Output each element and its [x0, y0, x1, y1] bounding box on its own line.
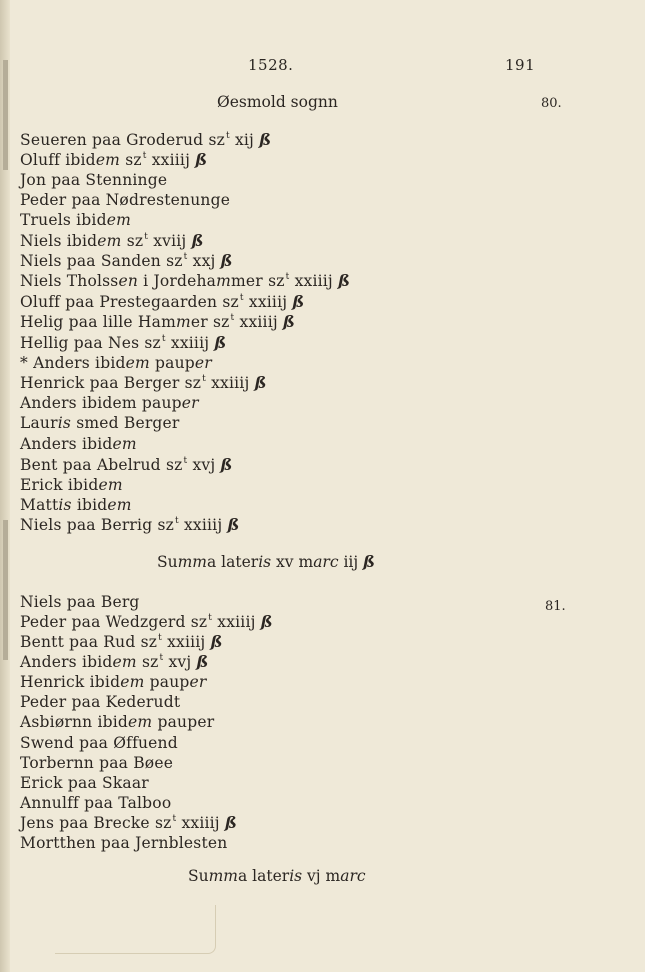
page-edge-tab — [3, 60, 8, 170]
entry-name: Niels Tholss — [20, 272, 119, 290]
summa-text: a later — [238, 867, 290, 885]
entry-name: Helig paa lille Ham — [20, 313, 176, 331]
entry-line: Swend paa Øffuend — [20, 734, 178, 752]
entry-name-italic: em — [97, 232, 122, 250]
entry-line: Torbernn paa Bøee — [20, 754, 174, 772]
entry-name: Truels ibid — [20, 211, 107, 229]
entry-name: ibid — [76, 496, 108, 514]
summa-text-italic: is — [258, 553, 272, 571]
entry-name-italic: is — [57, 414, 72, 432]
schilling-mark: ß — [259, 130, 272, 149]
entry-name-italic: em — [95, 151, 121, 169]
entry-name: Jens paa Brecke — [20, 814, 150, 832]
entry-name: i Jordeha — [143, 272, 217, 290]
entry-name: Erick ibid — [20, 476, 99, 494]
entry-name: Anders ibid — [20, 435, 113, 453]
szt-abbrev: $sz^t$ — [166, 252, 188, 270]
entry-amount: xxiiij — [151, 151, 191, 169]
summa-lateris-line — [188, 867, 366, 885]
szt-abbrev: $sz^t$ — [184, 374, 206, 392]
entry-name: er — [190, 313, 208, 331]
entry-amount: xvj — [168, 653, 192, 671]
schilling-mark: ß — [363, 552, 375, 571]
summa-amount: xv — [271, 553, 299, 571]
entry-line — [20, 271, 350, 294]
entry-name: mer — [231, 272, 263, 290]
entry-name-italic: er — [181, 394, 199, 412]
summa-text: Su — [188, 867, 209, 885]
section-title: Øesmold sognn — [217, 93, 338, 111]
summa-text: m — [298, 553, 314, 571]
page-number: 191 — [505, 56, 536, 74]
entry-name: Peder paa Wedzgerd — [20, 613, 186, 631]
entry-amount: xxiiij — [248, 293, 288, 311]
entry-amount: xxj — [192, 252, 216, 270]
schilling-mark: ß — [260, 612, 273, 631]
entry-name: Anders ibid — [20, 653, 113, 671]
schilling-mark: ß — [191, 231, 204, 250]
szt-abbrev: $sz^t$ — [157, 516, 179, 534]
szt-abbrev: $sz^t$ — [208, 131, 230, 149]
schilling-mark: ß — [220, 455, 233, 474]
schilling-mark: ß — [196, 652, 209, 671]
summa-text: m — [325, 867, 341, 885]
entry-amount: xxiiij — [170, 334, 210, 352]
entry-line: Annulff paa Talboo — [20, 794, 172, 812]
szt-abbrev: $sz^t$ — [144, 334, 166, 352]
entry-name-italic: em — [107, 496, 132, 514]
entry-name-italic: m — [175, 313, 191, 331]
year-heading: 1528. — [248, 56, 294, 74]
entry-line — [20, 312, 295, 335]
entry-amount: xxiiij — [181, 814, 220, 832]
entry-name: Henrick ibid — [20, 673, 121, 691]
entry-line — [20, 712, 214, 732]
summa-text-italic: mm — [208, 867, 239, 885]
entry-amount: xxiiij — [217, 613, 256, 631]
szt-abbrev: $sz^t$ — [190, 613, 213, 631]
summa-amount: iij — [338, 553, 364, 571]
entry-amount: xij — [234, 131, 255, 149]
szt-abbrev: $sz^t$ — [140, 633, 162, 651]
schilling-mark: ß — [292, 292, 305, 311]
summa-text-italic: arc — [313, 553, 339, 571]
entry-amount: xxiiij — [183, 516, 223, 534]
entry-name-italic: em — [112, 435, 137, 453]
entry-amount: xxiiij — [294, 272, 333, 290]
entry-name-italic: en — [118, 272, 139, 290]
szt-abbrev: $sz^t$ — [268, 272, 290, 290]
entry-name: Laur — [20, 414, 58, 432]
entry-name: Niels paa Berrig — [20, 516, 153, 534]
entry-name: * Anders ibid — [20, 354, 126, 372]
szt-abbrev: $sz^t$ — [222, 293, 244, 311]
entry-line — [20, 495, 132, 515]
summa-text-italic: is — [289, 867, 303, 885]
summa-lateris-line — [157, 552, 375, 571]
entry-name: pauper — [157, 713, 215, 731]
summa-text-italic: mm — [177, 553, 208, 571]
entry-name: Bent paa Abelrud — [20, 456, 161, 474]
entry-name: Niels paa Sanden — [20, 252, 161, 270]
szt-abbrev: $sz^t$ — [125, 151, 147, 169]
entry-line — [20, 434, 137, 454]
szt-abbrev: $sz^t$ — [213, 313, 235, 331]
entry-amount: xvj — [192, 456, 216, 474]
entry-name: Niels ibid — [20, 232, 98, 250]
schilling-mark: ß — [254, 373, 267, 392]
summa-amount: vj — [302, 867, 326, 885]
entry-name: Oluff ibid — [20, 151, 96, 169]
entry-name: Anders ibidem paup — [20, 394, 182, 412]
entry-line — [20, 672, 206, 692]
entry-name: Oluff paa Prestegaarden — [20, 293, 218, 311]
entry-line — [20, 393, 199, 413]
schilling-mark: ß — [338, 271, 351, 290]
entry-name: paup — [149, 673, 190, 691]
entry-amount: xxiiij — [167, 633, 206, 651]
entry-line: Jon paa Stenninge — [20, 171, 168, 189]
szt-abbrev: $sz^t$ — [154, 814, 177, 832]
entry-name: Bentt paa Rud — [20, 633, 136, 651]
schilling-mark: ß — [224, 813, 237, 832]
summa-text: a later — [207, 553, 259, 571]
szt-abbrev: $sz^t$ — [165, 456, 188, 474]
entry-line: Erick paa Skaar — [20, 774, 149, 792]
entry-line — [20, 413, 180, 433]
entry-line — [20, 210, 131, 230]
entry-name-italic: em — [112, 653, 137, 671]
entry-name: Asbiørnn ibid — [20, 713, 129, 731]
entry-line — [20, 475, 123, 495]
schilling-mark: ß — [220, 251, 233, 270]
entry-name: Matt — [20, 496, 59, 514]
entry-name-italic: er — [194, 354, 212, 372]
entry-line: Peder paa Nødrestenunge — [20, 191, 231, 209]
page-edge-tab — [3, 520, 8, 660]
entry-line — [20, 353, 212, 373]
entry-name-italic: em — [120, 673, 145, 691]
entry-line: Niels paa Berg — [20, 593, 140, 611]
entry-name-italic: is — [58, 496, 72, 514]
entry-amount: xxiiij — [239, 313, 278, 331]
entry-name-italic: em — [125, 354, 150, 372]
entry-name: Henrick paa Berger — [20, 374, 180, 392]
margin-number: 80. — [541, 96, 562, 111]
entry-line: Peder paa Kederudt — [20, 693, 181, 711]
entry-name-italic: em — [106, 211, 131, 229]
schilling-mark: ß — [210, 632, 223, 651]
entry-name-italic: em — [128, 713, 153, 731]
entry-name: Hellig paa Nes — [20, 334, 140, 352]
entry-amount: xviij — [153, 232, 187, 250]
entry-name-italic: er — [189, 673, 207, 691]
entry-name: smed Berger — [76, 414, 180, 432]
page-fold-mark — [55, 905, 216, 954]
summa-text: Su — [157, 553, 178, 571]
entry-name-italic: em — [98, 476, 123, 494]
margin-number: 81. — [545, 599, 566, 614]
entry-line: Mortthen paa Jernblesten — [20, 834, 228, 852]
entry-line — [20, 515, 239, 538]
schilling-mark: ß — [227, 515, 240, 534]
schilling-mark: ß — [283, 312, 296, 331]
entry-name: Seueren paa Groderud — [20, 131, 204, 149]
schilling-mark: ß — [214, 333, 227, 352]
summa-text-italic: arc — [340, 867, 366, 885]
entry-amount: xxiiij — [211, 374, 250, 392]
entry-name-italic: m — [216, 272, 232, 290]
schilling-mark: ß — [195, 150, 208, 169]
entry-name: paup — [155, 354, 195, 372]
szt-abbrev: $sz^t$ — [126, 232, 149, 250]
szt-abbrev: $sz^t$ — [141, 653, 164, 671]
